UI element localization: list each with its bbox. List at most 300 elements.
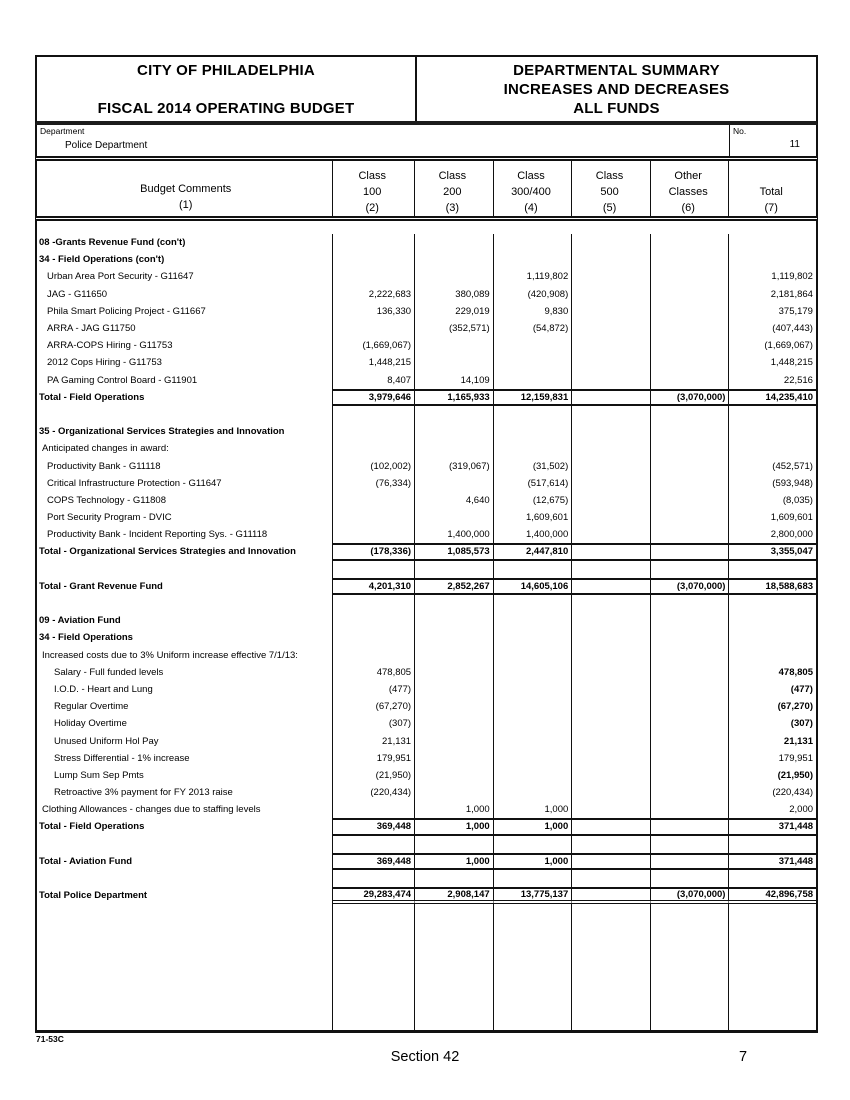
amount-cell bbox=[729, 870, 816, 887]
amount-cell bbox=[572, 320, 651, 337]
table-row bbox=[37, 561, 816, 578]
amount-cell bbox=[651, 681, 730, 698]
budget-comment-cell: Critical Infrastructure Protection - G11647 bbox=[37, 475, 333, 492]
amount-cell bbox=[651, 595, 730, 612]
amount-cell bbox=[572, 612, 651, 629]
amount-cell bbox=[651, 492, 730, 509]
amount-cell bbox=[651, 440, 730, 457]
amount-cell: 2,447,810 bbox=[494, 543, 573, 560]
amount-cell: 380,089 bbox=[415, 286, 494, 303]
table-row bbox=[37, 303, 816, 320]
budget-comment-cell: Stress Differential - 1% increase bbox=[37, 750, 333, 767]
amount-cell bbox=[651, 457, 730, 474]
amount-cell: 2,852,267 bbox=[415, 578, 494, 595]
amount-cell bbox=[572, 303, 651, 320]
amount-cell bbox=[572, 389, 651, 406]
table-row bbox=[37, 268, 816, 285]
empty-cell bbox=[37, 904, 333, 1030]
amount-cell bbox=[651, 268, 730, 285]
amount-cell: (477) bbox=[790, 683, 813, 695]
column-header-line: (6) bbox=[681, 202, 695, 214]
amount-cell: 478,805 bbox=[333, 664, 415, 681]
amount-cell bbox=[415, 664, 494, 681]
table-row bbox=[37, 595, 816, 612]
amount-cell bbox=[415, 629, 494, 646]
amount-cell bbox=[651, 767, 730, 784]
page-number: 7 bbox=[739, 1049, 748, 1065]
amount-cell: 9,830 bbox=[494, 303, 573, 320]
amount-cell bbox=[494, 234, 573, 251]
amount-cell bbox=[415, 612, 494, 629]
amount-cell: (178,336) bbox=[333, 543, 415, 560]
amount-cell bbox=[494, 870, 573, 887]
table-row bbox=[37, 887, 816, 904]
column-header-line: 300/400 bbox=[511, 186, 551, 198]
amount-cell bbox=[494, 698, 573, 715]
amount-cell bbox=[729, 612, 816, 629]
amount-cell bbox=[333, 320, 415, 337]
amount-cell bbox=[572, 647, 651, 664]
amount-cell bbox=[572, 818, 651, 835]
amount-cell bbox=[572, 440, 651, 457]
amount-cell: 1,000 bbox=[415, 801, 494, 818]
amount-cell: 2,000 bbox=[789, 804, 814, 816]
empty-cell bbox=[333, 904, 415, 1030]
department-value: Police Department bbox=[65, 140, 148, 151]
budget-comment-cell bbox=[37, 836, 333, 853]
amount-cell bbox=[494, 750, 573, 767]
amount-cell: 136,330 bbox=[333, 303, 415, 320]
department-number-box bbox=[729, 125, 816, 156]
amount-cell bbox=[729, 647, 816, 664]
amount-cell bbox=[572, 767, 651, 784]
amount-cell bbox=[415, 698, 494, 715]
budget-comment-cell bbox=[37, 870, 333, 887]
budget-comment-cell: PA Gaming Control Board - G11901 bbox=[37, 372, 333, 389]
table-row bbox=[37, 354, 816, 371]
amount-cell bbox=[333, 406, 415, 423]
column-header-line: Class bbox=[595, 170, 624, 182]
budget-comment-cell: Total Police Department bbox=[37, 887, 333, 904]
budget-comment-cell: 34 - Field Operations bbox=[37, 629, 333, 646]
amount-cell bbox=[572, 543, 651, 560]
amount-cell: (67,270) bbox=[777, 701, 813, 713]
amount-cell bbox=[333, 526, 415, 543]
budget-comment-cell: Lump Sum Sep Pmts bbox=[37, 767, 333, 784]
form-code: 71-53C bbox=[36, 1034, 64, 1044]
table-row bbox=[37, 870, 816, 887]
amount-cell bbox=[333, 561, 415, 578]
amount-cell: 21,131 bbox=[783, 735, 813, 747]
amount-cell: 14,109 bbox=[415, 372, 494, 389]
amount-cell bbox=[494, 337, 573, 354]
budget-comment-cell: Increased costs due to 3% Uniform increase effective 7/1/13: bbox=[37, 647, 333, 664]
amount-cell bbox=[333, 234, 415, 251]
amount-cell bbox=[494, 406, 573, 423]
table-row bbox=[37, 320, 816, 337]
report-title-line2: INCREASES AND DECREASES bbox=[503, 81, 730, 98]
table-row bbox=[37, 526, 816, 543]
budget-comment-cell: I.O.D. - Heart and Lung bbox=[37, 681, 333, 698]
column-header-cell bbox=[651, 161, 730, 216]
budget-comment-cell: Total - Aviation Fund bbox=[37, 853, 333, 870]
table-row bbox=[37, 698, 816, 715]
budget-comment-cell: Regular Overtime bbox=[37, 698, 333, 715]
amount-cell bbox=[651, 732, 730, 749]
amount-cell bbox=[494, 647, 573, 664]
table-row bbox=[37, 836, 816, 853]
amount-cell: (407,443) bbox=[772, 323, 813, 335]
amount-cell bbox=[729, 251, 816, 268]
amount-cell bbox=[651, 251, 730, 268]
budget-comment-cell: 2012 Cops Hiring - G11753 bbox=[37, 354, 333, 371]
amount-cell: (307) bbox=[333, 715, 415, 732]
column-header-line: (1) bbox=[178, 199, 193, 211]
amount-cell: 478,805 bbox=[778, 666, 813, 678]
amount-cell: (76,334) bbox=[333, 475, 415, 492]
amount-cell bbox=[651, 303, 730, 320]
budget-comment-cell: COPS Technology - G11808 bbox=[37, 492, 333, 509]
amount-cell: 1,448,215 bbox=[333, 354, 415, 371]
amount-cell bbox=[333, 440, 415, 457]
amount-cell bbox=[572, 784, 651, 801]
budget-comment-cell: Clothing Allowances - changes due to staffing levels bbox=[37, 801, 333, 818]
amount-cell: 371,448 bbox=[729, 818, 816, 835]
amount-cell bbox=[415, 251, 494, 268]
amount-cell bbox=[651, 234, 730, 251]
amount-cell: (3,070,000) bbox=[651, 887, 730, 904]
amount-cell bbox=[494, 732, 573, 749]
amount-cell bbox=[651, 561, 730, 578]
amount-cell bbox=[651, 818, 730, 835]
budget-comment-cell: Productivity Bank - Incident Reporting Sys. - G11118 bbox=[37, 526, 333, 543]
budget-comment-cell: Total - Organizational Services Strategies and Innovation bbox=[37, 543, 333, 560]
table-row bbox=[37, 750, 816, 767]
budget-comment-cell: 08 -Grants Revenue Fund (con't) bbox=[37, 234, 333, 251]
department-strip bbox=[35, 125, 818, 161]
amount-cell bbox=[494, 715, 573, 732]
amount-cell bbox=[333, 268, 415, 285]
amount-cell bbox=[651, 853, 730, 870]
budget-comment-cell: Salary - Full funded levels bbox=[37, 664, 333, 681]
amount-cell: 42,896,758 bbox=[729, 887, 816, 904]
amount-cell bbox=[729, 629, 816, 646]
budget-comment-cell bbox=[37, 595, 333, 612]
amount-cell bbox=[415, 732, 494, 749]
amount-cell bbox=[415, 423, 494, 440]
amount-cell: (3,070,000) bbox=[651, 389, 730, 406]
amount-cell bbox=[572, 836, 651, 853]
amount-cell bbox=[415, 268, 494, 285]
amount-cell bbox=[729, 234, 816, 251]
amount-cell: (21,950) bbox=[333, 767, 415, 784]
budget-comment-cell: Anticipated changes in award: bbox=[37, 440, 333, 457]
column-header-cell bbox=[333, 161, 415, 216]
column-header-line: (5) bbox=[602, 202, 617, 214]
amount-cell: 371,448 bbox=[729, 853, 816, 870]
column-header-line: Class bbox=[517, 170, 545, 182]
amount-cell: 179,951 bbox=[333, 750, 415, 767]
table-row bbox=[37, 423, 816, 440]
department-label: Department bbox=[40, 126, 85, 136]
column-header-line: (4) bbox=[524, 202, 538, 214]
column-header-line: Class bbox=[358, 170, 386, 182]
amount-cell bbox=[651, 475, 730, 492]
amount-cell: (352,571) bbox=[415, 320, 494, 337]
amount-cell bbox=[572, 750, 651, 767]
amount-cell bbox=[651, 698, 730, 715]
amount-cell: (220,434) bbox=[772, 787, 813, 799]
amount-cell bbox=[415, 475, 494, 492]
amount-cell: (31,502) bbox=[494, 457, 573, 474]
amount-cell bbox=[415, 406, 494, 423]
amount-cell: 2,800,000 bbox=[770, 529, 813, 541]
budget-comment-cell: Total - Grant Revenue Fund bbox=[37, 578, 333, 595]
amount-cell bbox=[651, 647, 730, 664]
report-title-line3: ALL FUNDS bbox=[573, 100, 660, 117]
amount-cell: (12,675) bbox=[494, 492, 573, 509]
amount-cell: 1,400,000 bbox=[494, 526, 573, 543]
amount-cell bbox=[415, 509, 494, 526]
amount-cell bbox=[333, 251, 415, 268]
amount-cell: (3,070,000) bbox=[651, 578, 730, 595]
amount-cell bbox=[572, 268, 651, 285]
budget-comment-cell: ARRA - JAG G11750 bbox=[37, 320, 333, 337]
amount-cell: 1,119,802 bbox=[771, 271, 813, 283]
amount-cell bbox=[729, 561, 816, 578]
amount-cell bbox=[415, 681, 494, 698]
amount-cell bbox=[572, 664, 651, 681]
amount-cell bbox=[494, 767, 573, 784]
table-row bbox=[37, 664, 816, 681]
table-row bbox=[37, 475, 816, 492]
amount-cell bbox=[572, 251, 651, 268]
column-header-line: (3) bbox=[445, 202, 460, 214]
amount-cell bbox=[651, 612, 730, 629]
number-value: 11 bbox=[789, 139, 800, 150]
number-label: No. bbox=[733, 126, 747, 136]
amount-cell bbox=[651, 372, 730, 389]
amount-cell: 369,448 bbox=[333, 818, 415, 835]
amount-cell bbox=[572, 492, 651, 509]
budget-form bbox=[35, 55, 818, 1033]
city-title: CITY OF PHILADELPHIA bbox=[137, 62, 315, 79]
amount-cell bbox=[651, 664, 730, 681]
amount-cell: 1,165,933 bbox=[415, 389, 494, 406]
amount-cell: 1,448,215 bbox=[770, 357, 813, 369]
amount-cell bbox=[333, 647, 415, 664]
amount-cell: (67,270) bbox=[333, 698, 415, 715]
amount-cell bbox=[572, 578, 651, 595]
amount-cell bbox=[572, 801, 651, 818]
amount-cell bbox=[494, 629, 573, 646]
column-header-cell bbox=[494, 161, 573, 216]
amount-cell bbox=[651, 836, 730, 853]
column-header-line bbox=[729, 168, 813, 184]
amount-cell bbox=[333, 509, 415, 526]
amount-cell: 1,000 bbox=[415, 818, 494, 835]
column-header-line: 500 bbox=[600, 186, 619, 198]
amount-cell bbox=[415, 337, 494, 354]
amount-cell bbox=[651, 784, 730, 801]
amount-cell: 4,201,310 bbox=[333, 578, 415, 595]
amount-cell bbox=[333, 595, 415, 612]
amount-cell: (452,571) bbox=[772, 460, 813, 472]
amount-cell bbox=[651, 629, 730, 646]
table-row bbox=[37, 647, 816, 664]
amount-cell: (1,669,067) bbox=[333, 337, 415, 354]
amount-cell: 1,119,802 bbox=[494, 268, 573, 285]
amount-cell bbox=[415, 234, 494, 251]
amount-cell bbox=[651, 320, 730, 337]
budget-comment-cell bbox=[37, 561, 333, 578]
amount-cell: 14,605,106 bbox=[494, 578, 573, 595]
amount-cell: 29,283,474 bbox=[333, 887, 415, 904]
amount-cell bbox=[572, 853, 651, 870]
amount-cell bbox=[494, 612, 573, 629]
amount-cell: 22,516 bbox=[783, 374, 813, 386]
amount-cell bbox=[651, 526, 730, 543]
amount-cell bbox=[415, 647, 494, 664]
amount-cell: 1,609,601 bbox=[770, 512, 813, 524]
amount-cell bbox=[651, 715, 730, 732]
amount-cell bbox=[651, 870, 730, 887]
amount-cell bbox=[572, 457, 651, 474]
amount-cell bbox=[494, 354, 573, 371]
column-header-line: Total bbox=[759, 186, 783, 198]
amount-cell: 1,000 bbox=[494, 801, 573, 818]
amount-cell bbox=[572, 354, 651, 371]
amount-cell bbox=[572, 887, 651, 904]
table-row bbox=[37, 492, 816, 509]
amount-cell bbox=[415, 870, 494, 887]
budget-comment-cell: 35 - Organizational Services Strategies and Innovation bbox=[37, 423, 333, 440]
amount-cell bbox=[415, 836, 494, 853]
column-header-line: Other bbox=[674, 170, 702, 182]
title-right-panel bbox=[417, 57, 816, 121]
table-row bbox=[37, 389, 816, 406]
table-row bbox=[37, 251, 816, 268]
amount-cell: (102,002) bbox=[333, 457, 415, 474]
amount-cell: 2,908,147 bbox=[415, 887, 494, 904]
form-title-box bbox=[35, 55, 818, 125]
amount-cell: (593,948) bbox=[772, 477, 813, 489]
amount-cell bbox=[651, 750, 730, 767]
amount-cell: (1,669,067) bbox=[764, 340, 813, 352]
amount-cell: 18,588,683 bbox=[729, 578, 816, 595]
table-row bbox=[37, 578, 816, 595]
amount-cell bbox=[572, 698, 651, 715]
amount-cell bbox=[494, 595, 573, 612]
amount-cell bbox=[572, 406, 651, 423]
budget-comment-cell: Holiday Overtime bbox=[37, 715, 333, 732]
amount-cell: 2,222,683 bbox=[333, 286, 415, 303]
amount-cell: 4,640 bbox=[415, 492, 494, 509]
column-header-line: (7) bbox=[764, 202, 778, 214]
amount-cell bbox=[651, 509, 730, 526]
budget-comment-cell: Urban Area Port Security - G11647 bbox=[37, 268, 333, 285]
amount-cell bbox=[494, 836, 573, 853]
amount-cell: 8,407 bbox=[333, 372, 415, 389]
table-row bbox=[37, 543, 816, 560]
amount-cell bbox=[651, 286, 730, 303]
amount-cell bbox=[572, 681, 651, 698]
amount-cell bbox=[415, 595, 494, 612]
amount-cell bbox=[415, 750, 494, 767]
amount-cell: 2,181,864 bbox=[770, 288, 813, 300]
column-header-cell bbox=[572, 161, 651, 216]
budget-comment-cell: Total - Field Operations bbox=[37, 818, 333, 835]
section-label: Section 42 bbox=[390, 1049, 460, 1065]
budget-comment-cell: Total - Field Operations bbox=[37, 389, 333, 406]
budget-comment-cell bbox=[37, 406, 333, 423]
amount-cell: (220,434) bbox=[333, 784, 415, 801]
amount-cell bbox=[729, 423, 816, 440]
table-row bbox=[37, 715, 816, 732]
amount-cell bbox=[572, 526, 651, 543]
amount-cell bbox=[572, 561, 651, 578]
table-row bbox=[37, 509, 816, 526]
amount-cell: (54,872) bbox=[494, 320, 573, 337]
amount-cell: 1,400,000 bbox=[415, 526, 494, 543]
amount-cell bbox=[651, 337, 730, 354]
amount-cell: (8,035) bbox=[782, 494, 813, 506]
table-row bbox=[37, 457, 816, 474]
amount-cell: 375,179 bbox=[778, 305, 813, 317]
amount-cell bbox=[494, 681, 573, 698]
amount-cell bbox=[572, 509, 651, 526]
table-row bbox=[37, 612, 816, 629]
budget-comment-cell: 34 - Field Operations (con't) bbox=[37, 251, 333, 268]
table-row bbox=[37, 337, 816, 354]
amount-cell bbox=[415, 715, 494, 732]
amount-cell bbox=[572, 337, 651, 354]
amount-cell bbox=[572, 234, 651, 251]
column-header-line: (2) bbox=[365, 202, 379, 214]
table-column-header bbox=[35, 161, 818, 221]
amount-cell: 1,000 bbox=[415, 853, 494, 870]
title-left-panel bbox=[37, 57, 417, 121]
table-row bbox=[37, 818, 816, 835]
amount-cell bbox=[572, 475, 651, 492]
amount-cell bbox=[494, 372, 573, 389]
table-body bbox=[35, 221, 818, 1033]
amount-cell: 369,448 bbox=[333, 853, 415, 870]
column-header-line bbox=[39, 165, 332, 181]
budget-comment-cell: Phila Smart Policing Project - G11667 bbox=[37, 303, 333, 320]
amount-cell bbox=[494, 664, 573, 681]
amount-cell bbox=[651, 423, 730, 440]
budget-comment-cell: 09 - Aviation Fund bbox=[37, 612, 333, 629]
amount-cell bbox=[333, 492, 415, 509]
amount-cell bbox=[415, 784, 494, 801]
table-filler-row bbox=[37, 904, 816, 1030]
amount-cell: 21,131 bbox=[333, 732, 415, 749]
empty-cell bbox=[651, 904, 730, 1030]
budget-comment-cell: Port Security Program - DVIC bbox=[37, 509, 333, 526]
amount-cell: 3,355,047 bbox=[729, 543, 816, 560]
amount-cell bbox=[572, 595, 651, 612]
amount-cell: 1,609,601 bbox=[494, 509, 573, 526]
amount-cell bbox=[729, 440, 816, 457]
amount-cell bbox=[333, 629, 415, 646]
amount-cell bbox=[572, 870, 651, 887]
amount-cell bbox=[651, 354, 730, 371]
amount-cell bbox=[572, 732, 651, 749]
table-row bbox=[37, 801, 816, 818]
table-row bbox=[37, 234, 816, 251]
amount-cell bbox=[494, 423, 573, 440]
